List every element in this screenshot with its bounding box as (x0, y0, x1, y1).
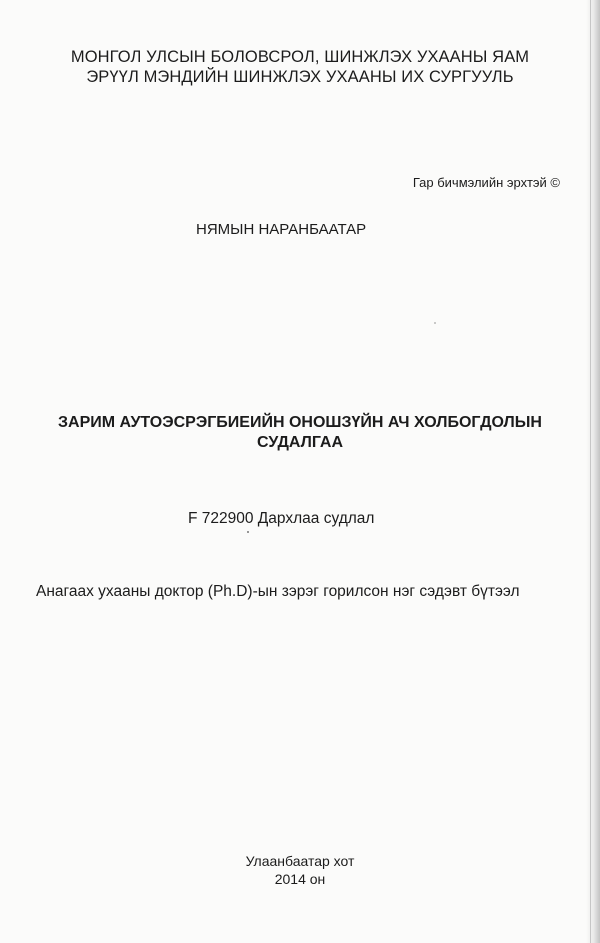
scan-fold-line (590, 0, 591, 943)
city-name: Улаанбаатар хот (245, 853, 355, 869)
specialty-code: F 722900 Дархлаа судлал (188, 510, 375, 527)
ministry-name: МОНГОЛ УЛСЫН БОЛОВСРОЛ, ШИНЖЛЭХ УХААНЫ ЯАМ (70, 48, 530, 66)
thesis-title-line-1: ЗАРИМ АУТОЭСРЭГБИЕИЙН ОНОШЗҮЙН АЧ ХОЛБОГДОЛЫН (58, 414, 542, 431)
institution-header (0, 47, 600, 87)
place-and-year (0, 852, 600, 888)
year: 2014 он (274, 871, 326, 887)
university-name: ЭРҮҮЛ МЭНДИЙН ШИНЖЛЭХ УХААНЫ ИХ СУРГУУЛЬ (86, 68, 514, 86)
thesis-title-line-2: СУДАЛГАА (256, 434, 344, 451)
copyright-note: Гар бичмэлийн эрхтэй © (412, 175, 560, 190)
scan-edge-shadow (586, 0, 600, 943)
scan-speck (247, 531, 249, 533)
author-name: НЯМЫН НАРАНБААТАР (196, 221, 367, 238)
degree-statement: Анагаах ухааны доктор (Ph.D)-ын зэрэг горилсон нэг сэдэвт бүтээл (36, 583, 520, 600)
scan-speck (434, 322, 436, 324)
thesis-title (0, 413, 600, 453)
